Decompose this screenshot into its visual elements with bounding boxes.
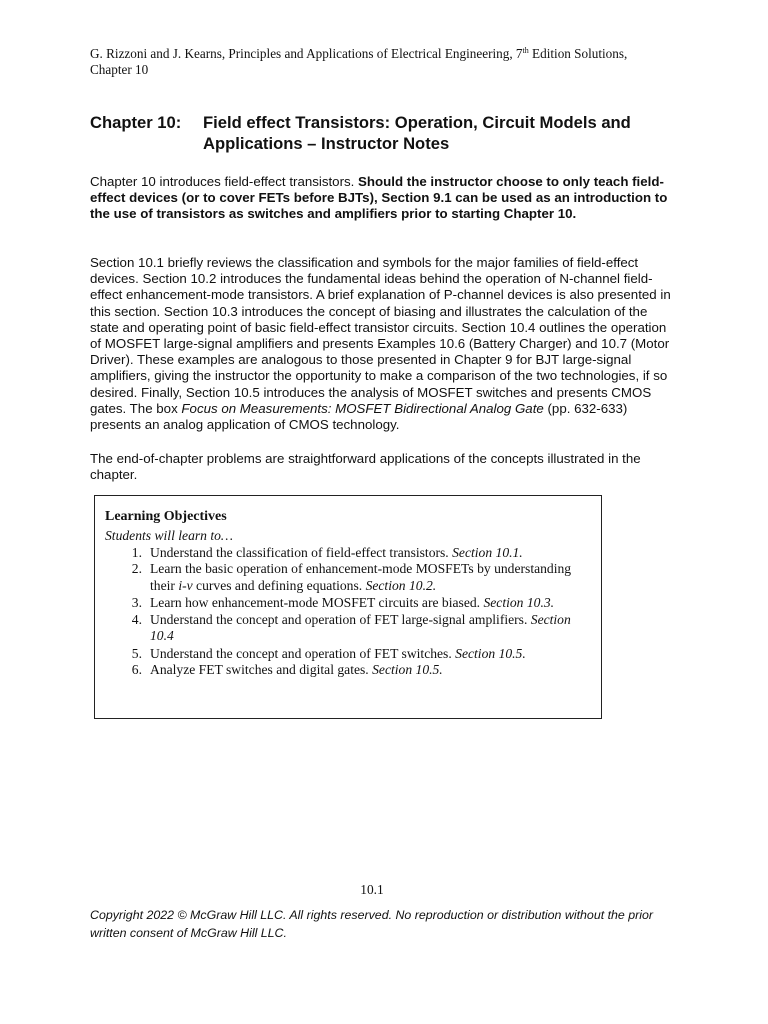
chapter-title	[90, 112, 690, 154]
objective-text	[150, 662, 586, 679]
chapter-title-line1: Field effect Transistors: Operation, Circuit Models and	[203, 113, 631, 132]
objective-variable: i-v	[178, 577, 193, 593]
objectives-intro: Students will learn to…	[105, 528, 234, 543]
header-superscript: th	[522, 46, 529, 55]
header-chapter: Chapter 10	[90, 62, 149, 77]
overview-text-before: Section 10.1 briefly reviews the classification and symbols for the major families of field-effect devices. Section 10.2 introduces the fundamental ideas behind the operation of N-channel field-effect enhancement-mode transistors. A brief explanation of P-channel devices is also presented in this section. Section 10.3 introduces the concept of biasing and illustrates the calculation of the state and operating point of basic field-effect transistor circuits. Section 10.4 outlines the operation of MOSFET large-signal amplifiers and presents Examples 10.6 (Battery Charger) and 10.7 (Motor Driver). These examples are analogous to those presented in Chapter 9 for BJT large-signal amplifiers, giving the instructor the opportunity to make a comparison of the two technologies, if so desired. Finally, Section 10.5 introduces the analysis of MOSFET switches and presents CMOS gates. The box	[90, 255, 671, 416]
objective-desc: Learn the basic operation of enhancement-mode MOSFETs by understanding their	[150, 561, 572, 593]
copyright-notice: Copyright 2022 © McGraw Hill LLC. All rights reserved. No reproduction or distribution without the prior written consent of McGraw Hill LLC.	[90, 908, 654, 940]
objective-number: 3.	[131, 595, 142, 610]
intro-paragraph	[90, 174, 678, 223]
objective-number: 1.	[131, 544, 142, 560]
closing-paragraph: The end-of-chapter problems are straightforward applications of the concepts illustrated in the chapter.	[90, 451, 641, 483]
objective-section-ref: Section 10.3.	[483, 595, 555, 610]
objective-item	[105, 646, 601, 663]
chapter-label: Chapter 10:	[90, 113, 182, 132]
objective-desc: Understand the concept and operation of FET large-signal amplifiers.	[150, 611, 531, 627]
objective-desc: Analyze FET switches and digital gates.	[150, 662, 373, 677]
objective-item	[105, 595, 601, 612]
objectives-heading: Learning Objectives	[105, 509, 227, 524]
learning-objectives-box	[94, 495, 602, 719]
objective-item	[105, 545, 601, 562]
objective-number: 2.	[131, 561, 142, 576]
objective-desc-cont: curves and defining equations.	[192, 577, 366, 593]
running-header	[90, 46, 680, 78]
page-number: 10.1	[360, 882, 384, 897]
objective-section-ref: Section 10.4	[150, 611, 571, 643]
objective-number: 4.	[131, 611, 142, 627]
header-line-suffix: Edition Solutions,	[528, 46, 628, 61]
objective-number: 5.	[131, 645, 142, 661]
objective-item	[105, 561, 601, 594]
objective-item	[105, 662, 601, 679]
intro-plain: Chapter 10 introduces field-effect transistors.	[90, 174, 359, 189]
objective-section-ref: Section 10.1.	[452, 544, 523, 560]
objective-desc: Learn how enhancement-mode MOSFET circuits are biased.	[150, 595, 484, 610]
overview-italic: Focus on Measurements: MOSFET Bidirectional Analog Gate	[181, 400, 544, 416]
chapter-title-line2: Applications – Instructor Notes	[203, 134, 450, 153]
objectives-list	[105, 545, 601, 679]
intro-bold: Should the instructor choose to only teach field-effect devices (or to cover FETs before BJTs), Section 9.1 can be used as an introduction to the use of transistors as switches and amplifiers prior to starting Chapter 10.	[90, 174, 668, 222]
objective-section-ref: Section 10.2.	[365, 577, 437, 593]
objective-text	[150, 612, 586, 645]
objective-text	[150, 545, 586, 562]
objective-item	[105, 612, 601, 645]
objective-text	[150, 595, 586, 612]
objective-desc: Understand the concept and operation of FET switches.	[150, 645, 456, 661]
objective-section-ref: Section 10.5.	[455, 645, 526, 661]
overview-paragraph	[90, 255, 678, 433]
overview-text-after: (pp. 632-633) presents an analog application of CMOS technology.	[90, 400, 628, 433]
objective-text	[150, 561, 586, 594]
objective-text	[150, 646, 586, 663]
objective-number: 6.	[131, 662, 142, 677]
objective-section-ref: Section 10.5.	[372, 662, 443, 677]
header-line-prefix: G. Rizzoni and J. Kearns, Principles and Applications of Electrical Engineering, 7	[90, 46, 523, 61]
objective-desc: Understand the classification of field-effect transistors.	[150, 544, 453, 560]
